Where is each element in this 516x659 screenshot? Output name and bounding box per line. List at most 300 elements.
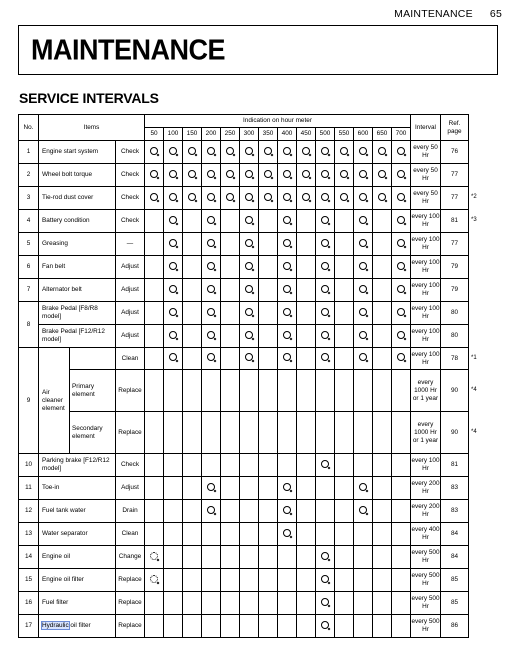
ref-page-cell: 78	[441, 348, 469, 370]
ref-page-cell: 77	[441, 164, 469, 187]
mark-cell-100	[164, 348, 183, 370]
mark-cell-600	[354, 454, 373, 477]
table-row	[19, 164, 481, 187]
note-cell	[469, 233, 481, 256]
service-mark-icon	[283, 216, 291, 224]
row-number: 16	[19, 592, 39, 615]
mark-cell-500	[316, 187, 335, 210]
ref-page-cell: 84	[441, 523, 469, 546]
mark-cell-250	[221, 233, 240, 256]
ref-page-cell: 83	[441, 500, 469, 523]
service-intervals-table	[18, 114, 481, 638]
item-name: Engine start system	[39, 141, 116, 164]
service-mark-icon	[169, 193, 177, 201]
service-mark-icon	[283, 483, 291, 491]
mark-cell-650	[373, 370, 392, 412]
mark-cell-200	[202, 592, 221, 615]
service-mark-icon	[188, 147, 196, 155]
row-number: 7	[19, 279, 39, 302]
sub-item	[70, 348, 116, 370]
mark-cell-550	[335, 370, 354, 412]
hour-col-300: 300	[240, 128, 259, 141]
service-mark-icon	[359, 483, 367, 491]
mark-cell-450	[297, 454, 316, 477]
mark-cell-300	[240, 279, 259, 302]
interval-cell: every 500 Hr	[411, 546, 441, 569]
mark-cell-600	[354, 546, 373, 569]
mark-cell-150	[183, 141, 202, 164]
note-cell: *1	[471, 354, 477, 361]
mark-cell-300	[240, 569, 259, 592]
service-mark-icon	[226, 147, 234, 155]
mark-cell-50	[145, 592, 164, 615]
mark-cell-200	[202, 546, 221, 569]
table-row	[19, 348, 481, 370]
mark-cell-350	[259, 569, 278, 592]
service-mark-icon	[245, 262, 253, 270]
mark-cell-50	[145, 256, 164, 279]
mark-cell-100	[164, 141, 183, 164]
row-number: 3	[19, 187, 39, 210]
item-name: Engine oil filter	[39, 569, 116, 592]
service-mark-icon	[169, 331, 177, 339]
mark-cell-500	[316, 348, 335, 370]
service-mark-icon	[397, 216, 405, 224]
mark-cell-700	[392, 348, 411, 370]
mark-cell-150	[183, 569, 202, 592]
mark-cell-550	[335, 615, 354, 638]
mark-cell-450	[297, 592, 316, 615]
mark-cell-600	[354, 500, 373, 523]
service-mark-icon	[150, 552, 158, 560]
service-mark-icon	[378, 170, 386, 178]
mark-cell-150	[183, 477, 202, 500]
mark-cell-500	[316, 569, 335, 592]
mark-cell-300	[240, 164, 259, 187]
mark-cell-200	[202, 523, 221, 546]
service-mark-icon	[321, 575, 329, 583]
item-action: Adjust	[116, 256, 145, 279]
service-mark-icon	[169, 147, 177, 155]
ref-page-cell: 84	[441, 546, 469, 569]
service-mark-icon	[321, 193, 329, 201]
mark-cell-450	[297, 279, 316, 302]
mark-cell-700	[392, 141, 411, 164]
mark-cell-450	[297, 546, 316, 569]
mark-cell-350	[259, 592, 278, 615]
mark-cell-350	[259, 325, 278, 348]
table-row	[19, 141, 481, 164]
mark-cell-700	[392, 615, 411, 638]
mark-cell-100	[164, 592, 183, 615]
mark-cell-450	[297, 412, 316, 454]
mark-cell-550	[335, 412, 354, 454]
mark-cell-350	[259, 454, 278, 477]
mark-cell-100	[164, 164, 183, 187]
ref-page-cell: 79	[441, 279, 469, 302]
service-mark-icon	[359, 308, 367, 316]
mark-cell-250	[221, 615, 240, 638]
mark-cell-700	[392, 164, 411, 187]
mark-cell-200	[202, 164, 221, 187]
mark-cell-350	[259, 164, 278, 187]
mark-cell-400	[278, 164, 297, 187]
mark-cell-400	[278, 500, 297, 523]
service-mark-icon	[321, 353, 329, 361]
mark-cell-600	[354, 412, 373, 454]
note-cell: *4	[471, 428, 477, 435]
mark-cell-450	[297, 233, 316, 256]
interval-cell: every 100 Hr	[411, 454, 441, 477]
mark-cell-100	[164, 546, 183, 569]
item-name: Engine oil	[39, 546, 116, 569]
mark-cell-300	[240, 233, 259, 256]
mark-cell-300	[240, 325, 259, 348]
table-row	[19, 325, 481, 348]
mark-cell-500	[316, 592, 335, 615]
service-mark-icon	[207, 353, 215, 361]
service-mark-icon	[359, 353, 367, 361]
mark-cell-300	[240, 523, 259, 546]
mark-cell-50	[145, 325, 164, 348]
table-row	[19, 454, 481, 477]
mark-cell-500	[316, 210, 335, 233]
mark-cell-650	[373, 523, 392, 546]
service-mark-icon	[340, 170, 348, 178]
table-row	[19, 412, 481, 454]
mark-cell-150	[183, 546, 202, 569]
mark-cell-200	[202, 370, 221, 412]
mark-cell-650	[373, 477, 392, 500]
item-name: Parking brake [F12/R12 model]	[39, 454, 116, 477]
interval-cell: every 1000 Hr or 1 year	[411, 370, 441, 412]
service-mark-icon	[397, 353, 405, 361]
mark-cell-550	[335, 592, 354, 615]
mark-cell-700	[392, 302, 411, 325]
mark-cell-650	[373, 615, 392, 638]
mark-cell-100	[164, 477, 183, 500]
item-action: Change	[116, 546, 145, 569]
row-number: 10	[19, 454, 39, 477]
mark-cell-50	[145, 210, 164, 233]
mark-cell-650	[373, 325, 392, 348]
mark-cell-350	[259, 279, 278, 302]
mark-cell-200	[202, 141, 221, 164]
mark-cell-250	[221, 325, 240, 348]
service-mark-icon	[283, 308, 291, 316]
mark-cell-250	[221, 477, 240, 500]
mark-cell-550	[335, 569, 354, 592]
item-action: Clean	[116, 348, 145, 370]
highlighted-word: Hydraulic	[42, 622, 69, 629]
interval-cell: every 200 Hr	[411, 500, 441, 523]
item-action: Clean	[116, 523, 145, 546]
mark-cell-550	[335, 279, 354, 302]
service-mark-icon	[150, 147, 158, 155]
mark-cell-150	[183, 523, 202, 546]
note-cell: *4	[471, 386, 477, 393]
table-row	[19, 546, 481, 569]
mark-cell-200	[202, 302, 221, 325]
service-mark-icon	[283, 529, 291, 537]
note-cell	[469, 256, 481, 279]
item-action: Check	[116, 210, 145, 233]
mark-cell-300	[240, 348, 259, 370]
mark-cell-550	[335, 546, 354, 569]
mark-cell-350	[259, 141, 278, 164]
mark-cell-700	[392, 477, 411, 500]
item-name: Fuel tank water	[39, 500, 116, 523]
interval-cell: every 1000 Hr or 1 year	[411, 412, 441, 454]
service-mark-icon	[207, 331, 215, 339]
service-mark-icon	[245, 239, 253, 247]
item-name: Brake Pedal [F12/R12 model]	[39, 325, 116, 348]
mark-cell-700	[392, 187, 411, 210]
mark-cell-500	[316, 370, 335, 412]
running-header	[380, 8, 502, 20]
service-mark-icon	[150, 170, 158, 178]
mark-cell-700	[392, 233, 411, 256]
mark-cell-200	[202, 187, 221, 210]
mark-cell-250	[221, 412, 240, 454]
mark-cell-350	[259, 412, 278, 454]
service-mark-icon	[321, 308, 329, 316]
ref-page-cell: 90	[441, 412, 469, 454]
mark-cell-500	[316, 477, 335, 500]
mark-cell-450	[297, 302, 316, 325]
hour-col-150: 150	[183, 128, 202, 141]
service-mark-icon	[359, 147, 367, 155]
ref-page-cell: 85	[441, 569, 469, 592]
note-cell	[469, 523, 481, 546]
mark-cell-700	[392, 454, 411, 477]
item-action: Check	[116, 141, 145, 164]
item-action: Adjust	[116, 325, 145, 348]
service-mark-icon	[283, 170, 291, 178]
service-mark-icon	[283, 193, 291, 201]
mark-cell-500	[316, 454, 335, 477]
mark-cell-500	[316, 279, 335, 302]
mark-cell-150	[183, 348, 202, 370]
note-cell	[469, 546, 481, 569]
service-mark-icon	[321, 598, 329, 606]
interval-cell: every 500 Hr	[411, 615, 441, 638]
mark-cell-500	[316, 523, 335, 546]
mark-cell-550	[335, 454, 354, 477]
service-mark-icon	[245, 170, 253, 178]
interval-cell: every 100 Hr	[411, 325, 441, 348]
table-row	[19, 477, 481, 500]
service-mark-icon	[397, 331, 405, 339]
ref-page-cell: 81	[441, 210, 469, 233]
service-mark-icon	[207, 193, 215, 201]
mark-cell-600	[354, 569, 373, 592]
service-mark-icon	[226, 170, 234, 178]
item-name: Fan belt	[39, 256, 116, 279]
mark-cell-700	[392, 592, 411, 615]
item-name: Toe-in	[39, 477, 116, 500]
mark-cell-350	[259, 302, 278, 325]
sub-item: Primary element	[70, 370, 116, 412]
mark-cell-100	[164, 370, 183, 412]
mark-cell-650	[373, 164, 392, 187]
mark-cell-550	[335, 187, 354, 210]
service-mark-icon	[321, 170, 329, 178]
page-number: 65	[489, 8, 502, 20]
mark-cell-50	[145, 348, 164, 370]
table-row	[19, 302, 481, 325]
item-name: Fuel filter	[39, 592, 116, 615]
service-mark-icon	[207, 216, 215, 224]
mark-cell-400	[278, 302, 297, 325]
hour-col-100: 100	[164, 128, 183, 141]
hour-col-250: 250	[221, 128, 240, 141]
service-mark-icon	[321, 460, 329, 468]
interval-cell: every 500 Hr	[411, 592, 441, 615]
service-mark-icon	[359, 216, 367, 224]
mark-cell-550	[335, 233, 354, 256]
mark-cell-700	[392, 370, 411, 412]
mark-cell-200	[202, 348, 221, 370]
mark-cell-100	[164, 256, 183, 279]
mark-cell-500	[316, 546, 335, 569]
service-mark-icon	[321, 552, 329, 560]
mark-cell-550	[335, 302, 354, 325]
service-mark-icon	[169, 353, 177, 361]
mark-cell-250	[221, 187, 240, 210]
mark-cell-700	[392, 546, 411, 569]
hour-col-400: 400	[278, 128, 297, 141]
service-mark-icon	[264, 170, 272, 178]
mark-cell-200	[202, 233, 221, 256]
service-mark-icon	[397, 193, 405, 201]
page-title: MAINTENANCE	[31, 34, 225, 66]
service-mark-icon	[207, 239, 215, 247]
mark-cell-650	[373, 187, 392, 210]
interval-cell: every 100 Hr	[411, 348, 441, 370]
mark-cell-50	[145, 523, 164, 546]
mark-cell-350	[259, 523, 278, 546]
mark-cell-100	[164, 187, 183, 210]
service-mark-icon	[397, 147, 405, 155]
table-row	[19, 279, 481, 302]
row-number: 12	[19, 500, 39, 523]
mark-cell-200	[202, 500, 221, 523]
mark-cell-500	[316, 302, 335, 325]
mark-cell-450	[297, 325, 316, 348]
mark-cell-300	[240, 454, 259, 477]
ref-page-cell: 76	[441, 141, 469, 164]
mark-cell-50	[145, 302, 164, 325]
mark-cell-300	[240, 187, 259, 210]
note-cell	[469, 302, 481, 325]
table-row	[19, 256, 481, 279]
service-mark-icon	[169, 170, 177, 178]
mark-cell-500	[316, 141, 335, 164]
mark-cell-450	[297, 210, 316, 233]
service-mark-icon	[207, 308, 215, 316]
row-number: 4	[19, 210, 39, 233]
mark-cell-100	[164, 412, 183, 454]
service-mark-icon	[245, 216, 253, 224]
mark-cell-300	[240, 412, 259, 454]
mark-cell-550	[335, 210, 354, 233]
table-row	[19, 187, 481, 210]
interval-cell: every 100 Hr	[411, 279, 441, 302]
item-name: Alternator belt	[39, 279, 116, 302]
mark-cell-300	[240, 256, 259, 279]
item-action: Drain	[116, 500, 145, 523]
mark-cell-450	[297, 141, 316, 164]
ref-page-cell: 77	[441, 233, 469, 256]
mark-cell-500	[316, 233, 335, 256]
service-mark-icon	[169, 262, 177, 270]
mark-cell-150	[183, 233, 202, 256]
mark-cell-250	[221, 164, 240, 187]
service-mark-icon	[245, 193, 253, 201]
mark-cell-450	[297, 569, 316, 592]
mark-cell-250	[221, 370, 240, 412]
service-mark-icon	[321, 331, 329, 339]
item-action: Replace	[116, 370, 145, 412]
service-mark-icon	[321, 239, 329, 247]
mark-cell-350	[259, 370, 278, 412]
service-mark-icon	[359, 331, 367, 339]
service-mark-icon	[378, 147, 386, 155]
mark-cell-350	[259, 187, 278, 210]
mark-cell-50	[145, 187, 164, 210]
mark-cell-600	[354, 370, 373, 412]
item-name: Greasing	[39, 233, 116, 256]
mark-cell-700	[392, 256, 411, 279]
mark-cell-700	[392, 500, 411, 523]
mark-cell-300	[240, 615, 259, 638]
mark-cell-250	[221, 546, 240, 569]
mark-cell-50	[145, 164, 164, 187]
mark-cell-100	[164, 615, 183, 638]
note-cell: *2	[471, 194, 477, 201]
mark-cell-550	[335, 477, 354, 500]
ref-page-cell: 90	[441, 370, 469, 412]
service-mark-icon	[245, 308, 253, 316]
mark-cell-400	[278, 569, 297, 592]
mark-cell-450	[297, 523, 316, 546]
row-number: 11	[19, 477, 39, 500]
row-number: 6	[19, 256, 39, 279]
item-name: Air cleaner element	[39, 348, 70, 454]
mark-cell-500	[316, 256, 335, 279]
mark-cell-50	[145, 454, 164, 477]
hour-col-550: 550	[335, 128, 354, 141]
mark-cell-600	[354, 302, 373, 325]
col-no-header: No.	[19, 115, 39, 141]
mark-cell-400	[278, 233, 297, 256]
mark-cell-100	[164, 302, 183, 325]
mark-cell-150	[183, 210, 202, 233]
ref-page-cell: 81	[441, 454, 469, 477]
service-mark-icon	[283, 239, 291, 247]
hour-col-650: 650	[373, 128, 392, 141]
mark-cell-700	[392, 279, 411, 302]
row-number: 1	[19, 141, 39, 164]
item-action: Replace	[116, 412, 145, 454]
item-name: Hydraulic oil filter	[39, 615, 116, 638]
mark-cell-450	[297, 187, 316, 210]
ref-page-cell: 80	[441, 302, 469, 325]
mark-cell-550	[335, 348, 354, 370]
table-row	[19, 592, 481, 615]
mark-cell-350	[259, 546, 278, 569]
